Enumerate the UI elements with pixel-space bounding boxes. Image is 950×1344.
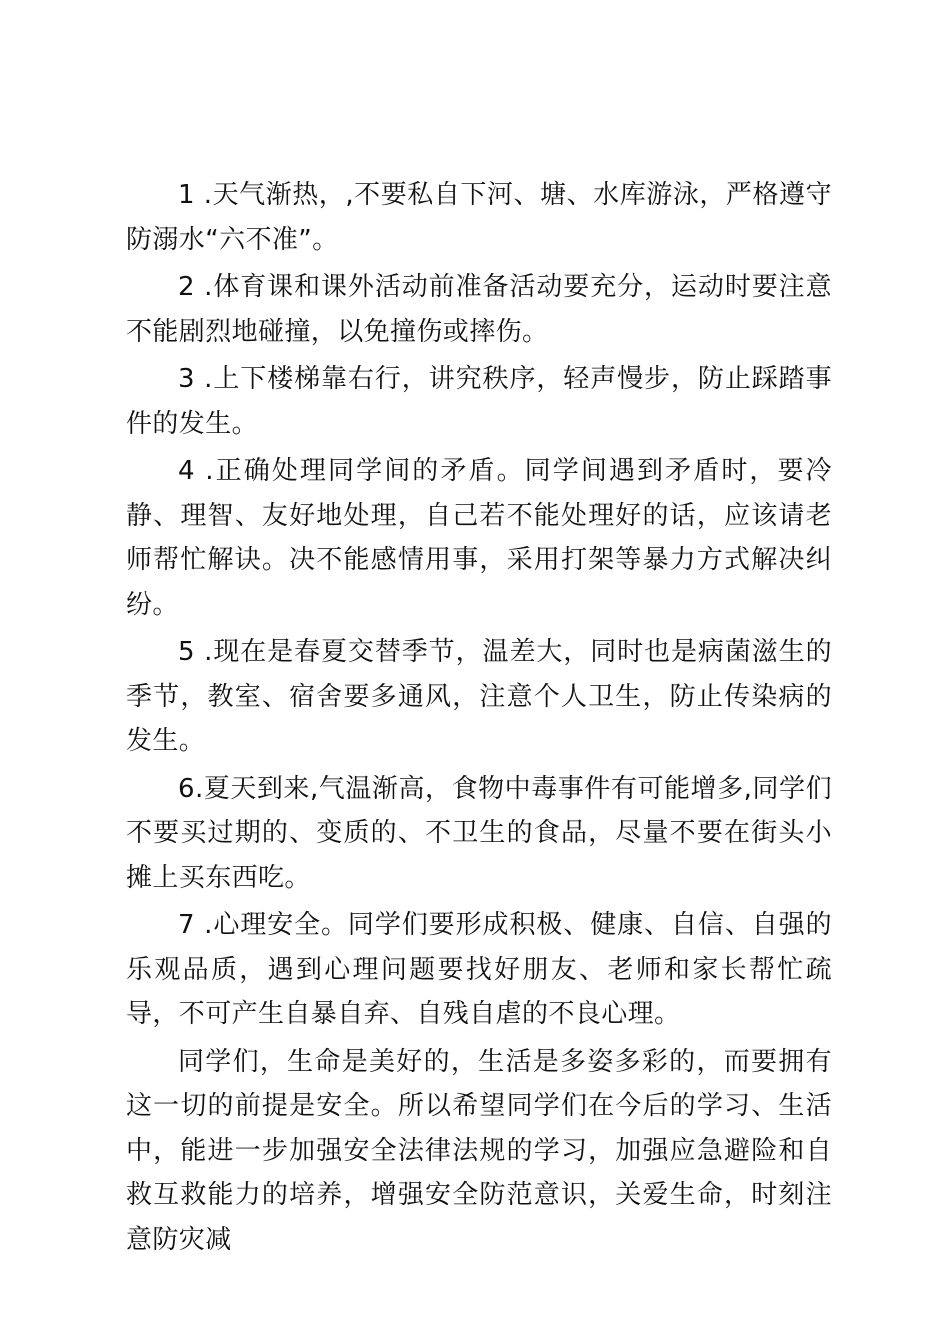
paragraph-1: 1 .天气渐热，,不要私自下河、塘、水库游泳，严格遵守防溺水“六不准”。: [126, 180, 832, 255]
paragraph-7: 7 .心理安全。同学们要形成积极、健康、自信、自强的乐观品质，遇到心理问题要找好朋友、老师和家长帮忙疏导，不可产生自暴自弃、自残自虐的不良心理。: [126, 910, 832, 1029]
paragraph-4: 4 .正确处理同学间的矛盾。同学间遇到矛盾时，要冷静、理智、友好地处理，自己若不能处理好的话，应该请老师帮忙解诀。决不能感情用事，采用打架等暴力方式解决纠纷。: [126, 456, 832, 620]
paragraph-closing: 同学们，生命是美好的，生活是多姿多彩的，而要拥有这一切的前提是安全。所以希望同学们在今后的学习、生活中，能进一步加强安全法律法规的学习，加强应急避险和自救互救能力的培养，增强安全防范意识，关爱生命，时刻注意防灾减: [126, 1046, 832, 1255]
paragraph-3: 3 .上下楼梯靠右行，讲究秩序，轻声慢步，防止踩踏事件的发生。: [126, 364, 832, 439]
document-body: [126, 173, 832, 1265]
paragraph-6: 6.夏天到来,气温渐高，食物中毒事件有可能增多,同学们不要买过期的、变质的、不卫生的食品，尽量不要在街头小摊上买东西吃。: [126, 773, 832, 893]
paragraph-5: 5 .现在是春夏交替季节，温差大，同时也是病菌滋生的季节，教室、宿舍要多通风，注意个人卫生，防止传染病的发生。: [126, 637, 832, 756]
paragraph-2: 2 .体育课和课外活动前准备活动要充分，运动时要注意不能剧烈地碰撞，以免撞伤或摔伤。: [126, 272, 832, 347]
